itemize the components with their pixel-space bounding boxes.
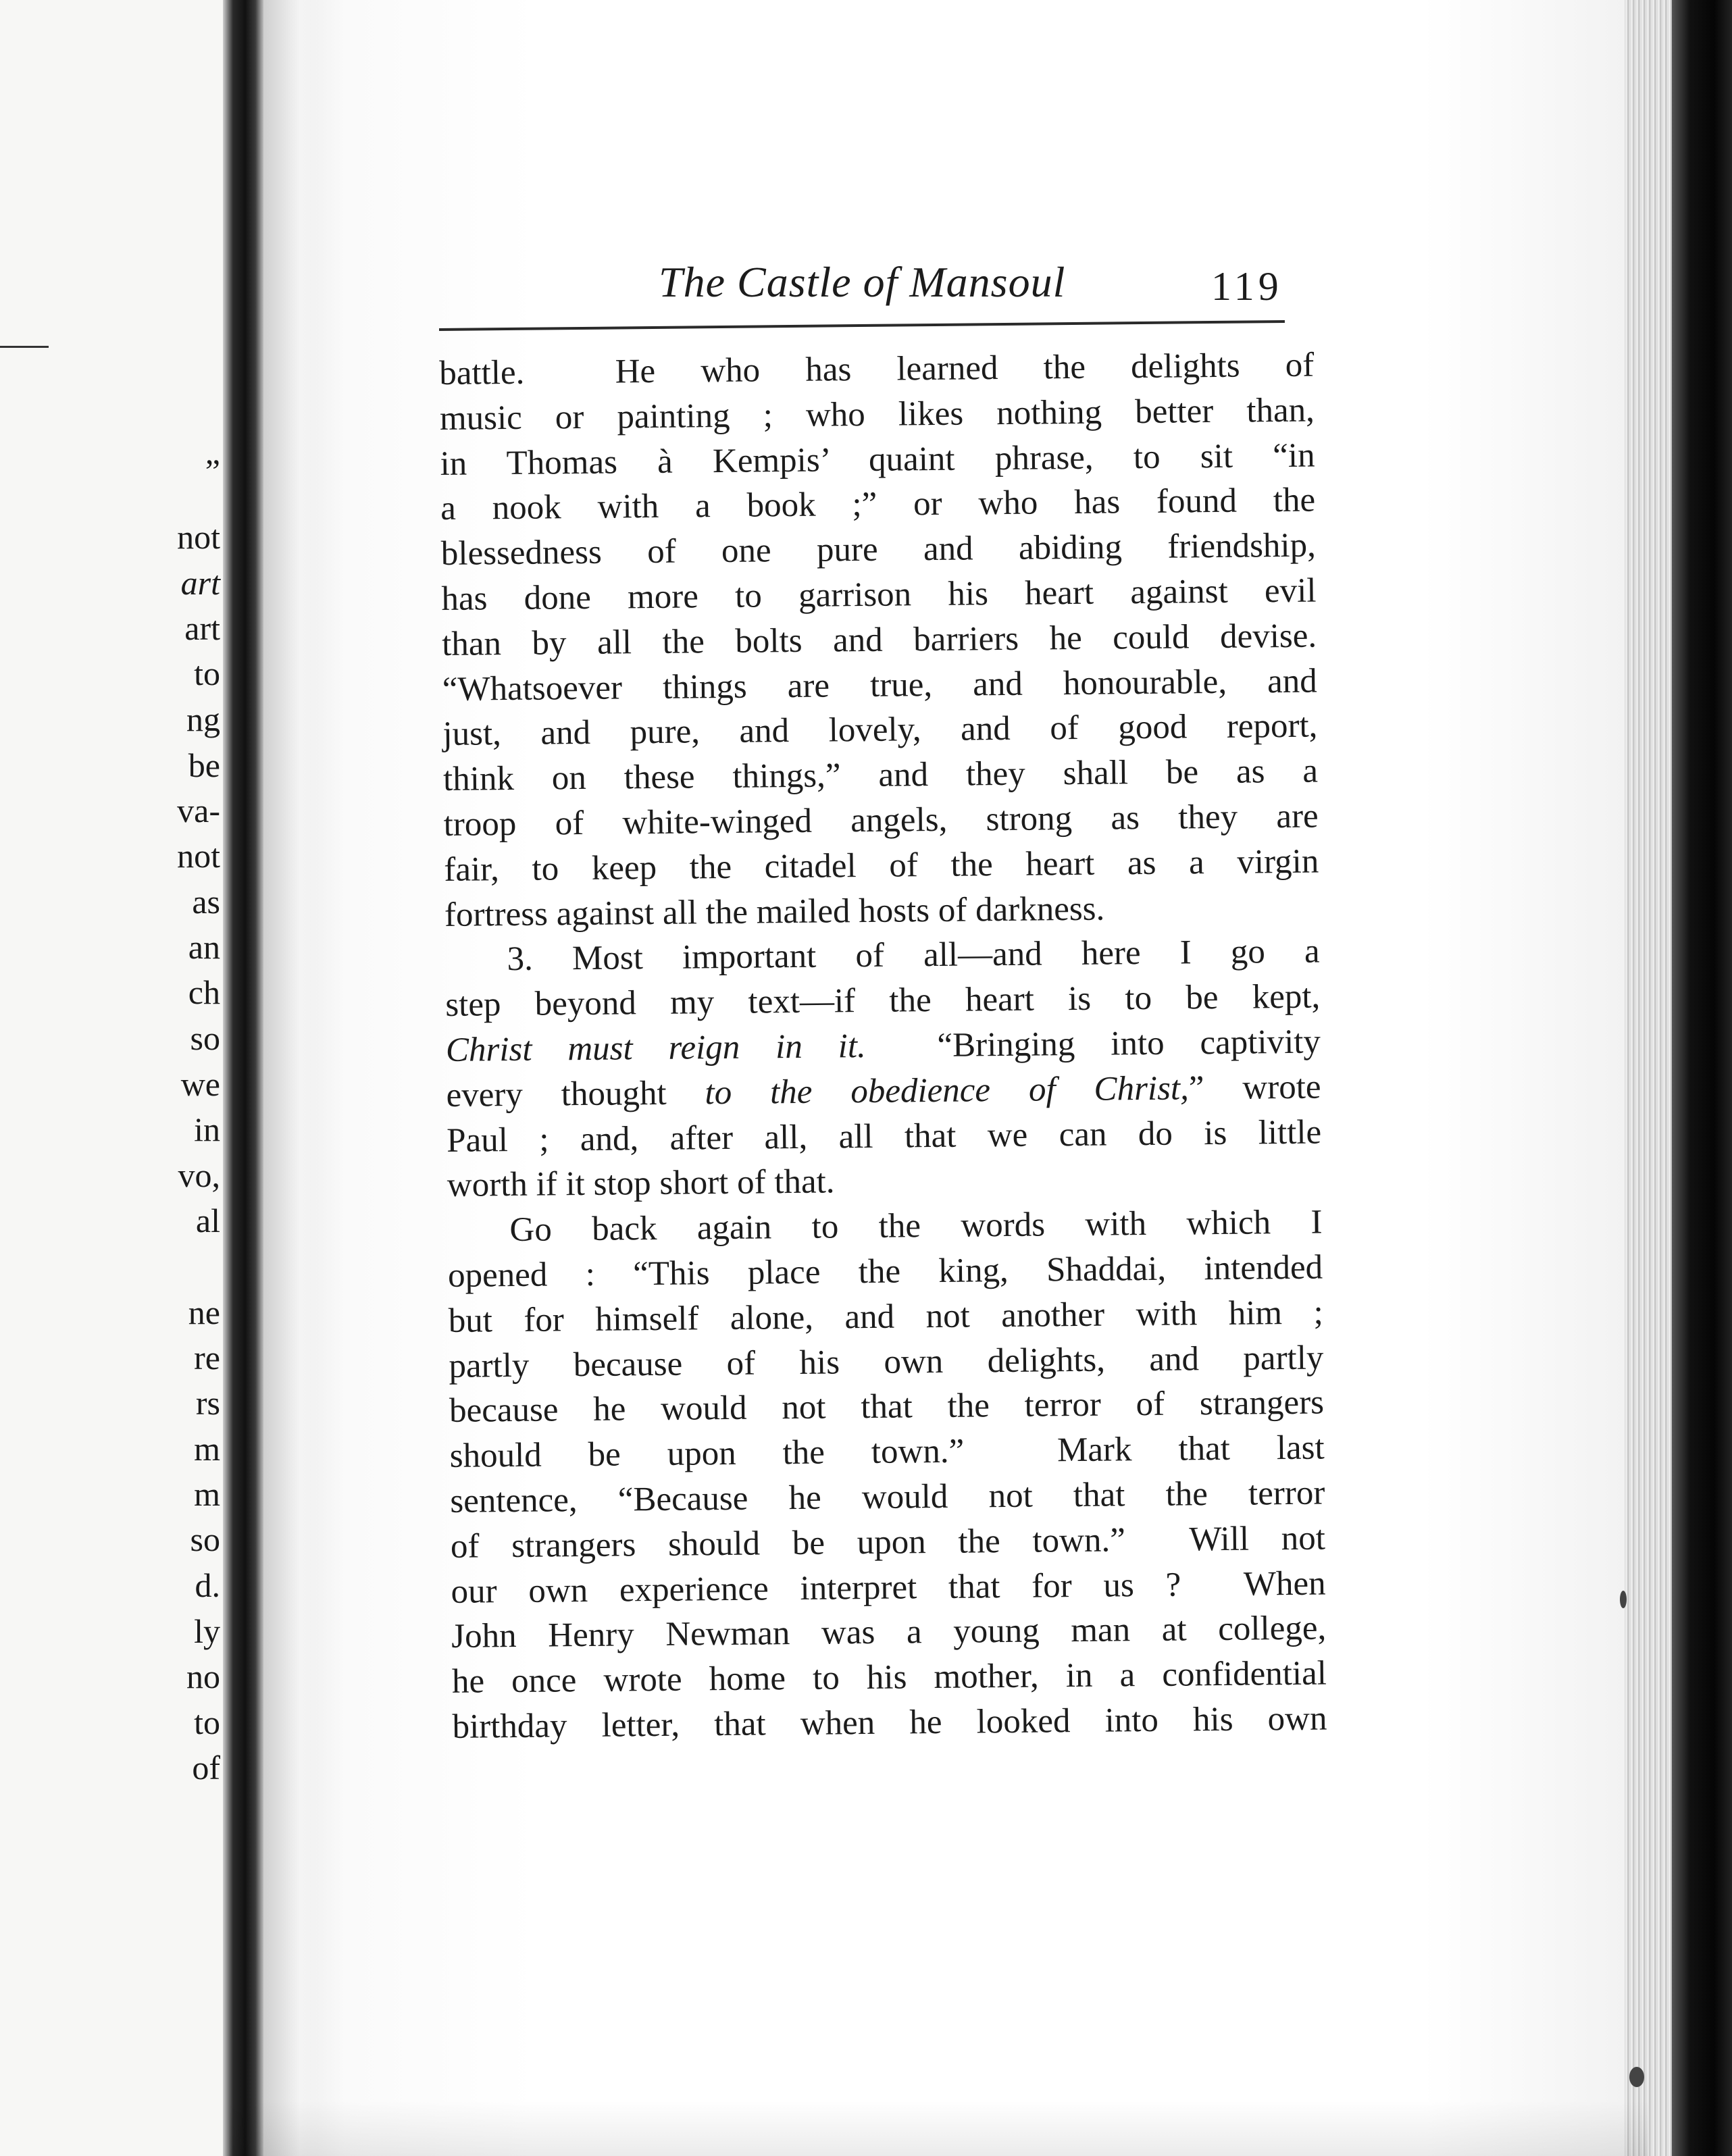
facing-page-line: rs: [195, 1384, 220, 1422]
text-line: [448, 1290, 1323, 1343]
text-line: [448, 1245, 1323, 1298]
text-segment: John Henry Newman was a young man at college,: [451, 1609, 1327, 1656]
facing-page-line: an: [188, 928, 220, 966]
facing-page-line: ly: [194, 1612, 220, 1650]
text-line: [449, 1335, 1324, 1389]
facing-page-line: art: [180, 564, 220, 602]
text-segment: Go back again to the words with which I: [509, 1203, 1323, 1250]
text-segment: partly because of his own delights, and partly: [449, 1339, 1324, 1385]
text-line: [451, 1606, 1327, 1660]
text-line: [452, 1651, 1327, 1705]
text-segment: fortress against all the mailed hosts of darkness.: [444, 890, 1105, 934]
italic-text: to the obedience of Christ,: [705, 1069, 1190, 1112]
facing-page-line: art: [184, 609, 220, 647]
text-segment: birthday letter, that when he looked into his own: [452, 1699, 1327, 1746]
text-line: [447, 1200, 1323, 1254]
text-line: [445, 975, 1321, 1028]
facing-page-line: d.: [195, 1566, 220, 1604]
text-segment: but for himself alone, and not another with him ;: [448, 1293, 1323, 1340]
text-line: [443, 794, 1319, 848]
facing-page-rule: [0, 346, 49, 348]
facing-page-line: m: [194, 1430, 220, 1468]
text-line: [447, 1110, 1322, 1163]
page-number: 119: [1211, 264, 1283, 309]
text-line: [442, 704, 1318, 757]
page-speck: [1620, 1591, 1627, 1608]
text-segment: think on these things,” and they shall be as a: [442, 752, 1319, 799]
text-segment: of strangers should be upon the town.” Will not: [450, 1519, 1326, 1566]
text-segment: he once wrote home to his mother, in a confidential: [451, 1654, 1327, 1701]
text-line: [451, 1561, 1326, 1614]
facing-page-line: we: [180, 1065, 220, 1103]
text-segment: 3. Most important of all—and here I go a: [507, 932, 1320, 979]
text-segment: should be upon the town.” Mark that last: [449, 1429, 1325, 1476]
text-segment: fair, to keep the citadel of the heart as a virgin: [444, 842, 1319, 889]
text-segment: blessedness of one pure and abiding friendship,: [440, 526, 1317, 573]
text-segment: worth if it stop short of that.: [447, 1162, 835, 1205]
text-segment: music or painting ; who likes nothing better than,: [439, 391, 1315, 438]
text-line: [452, 1696, 1327, 1749]
facing-page-line: in: [194, 1110, 220, 1148]
text-segment: sentence, “Because he would not that the terror: [450, 1474, 1325, 1520]
text-segment: than by all the bolts and barriers he could devise.: [441, 617, 1317, 663]
facing-page-line: be: [188, 746, 220, 784]
text-segment: in Thomas à Kempis’ quaint phrase, to sit “in: [440, 436, 1315, 483]
text-segment: “Whatsoever things are true, and honourable, and: [442, 662, 1318, 709]
facing-page-line: ng: [186, 700, 220, 738]
facing-page-line: to: [194, 654, 220, 692]
text-segment: opened : “This place the king, Shaddai, intended: [447, 1248, 1323, 1295]
text-line: [444, 839, 1319, 892]
text-line: [440, 388, 1315, 441]
text-line: [444, 884, 1320, 938]
book-cover-edge: [1672, 0, 1732, 2156]
text-segment: Paul ; and, after all, all that we can do is little: [446, 1113, 1322, 1160]
facing-page-line: not: [177, 837, 220, 875]
text-segment: troop of white-winged angels, strong as they are: [443, 797, 1319, 844]
facing-page-line: ch: [188, 973, 220, 1011]
text-line: [441, 569, 1317, 622]
gutter-shadow: [263, 0, 324, 2156]
text-segment: ” wrote: [1188, 1068, 1321, 1108]
text-line: [440, 478, 1316, 532]
page-block-edges: [1625, 0, 1672, 2156]
text-line: [442, 613, 1317, 667]
text-segment: every thought: [446, 1074, 705, 1114]
facing-page-line: ”: [205, 452, 220, 490]
facing-page-line: to: [194, 1703, 220, 1741]
facing-page-line: ne: [188, 1293, 220, 1331]
book-gutter: [223, 0, 263, 2156]
text-line: [439, 343, 1315, 396]
text-line: [442, 659, 1317, 712]
text-segment: has done more to garrison his heart against evil: [441, 571, 1317, 618]
text-line: [446, 1019, 1321, 1073]
text-line: [450, 1470, 1325, 1524]
text-segment: our own experience interpret that for us ? When: [451, 1564, 1326, 1611]
running-title: The Castle of Mansoul: [659, 258, 1066, 306]
facing-page-line: vo,: [178, 1156, 220, 1194]
body-text: [439, 343, 1327, 1750]
facing-page-fragment: [0, 0, 230, 2156]
text-segment: step beyond my text—if the heart is to be kept,: [445, 977, 1321, 1025]
text-line: [449, 1426, 1325, 1479]
facing-page-line: va-: [177, 792, 220, 829]
text-line: [443, 749, 1319, 802]
facing-page-line: so: [190, 1520, 220, 1558]
text-line: [449, 1381, 1325, 1434]
text-segment: “Bringing into captivity: [865, 1023, 1321, 1065]
text-segment: battle. He who has learned the delights of: [439, 346, 1315, 392]
page-speck: [1629, 2067, 1644, 2087]
text-line: [446, 1064, 1321, 1118]
facing-page-line: m: [194, 1475, 220, 1513]
bottom-shadow: [230, 2101, 1648, 2156]
italic-text: Christ must reign in it.: [445, 1027, 867, 1069]
text-segment: just, and pure, and lovely, and of good report,: [442, 707, 1318, 754]
text-line: [444, 929, 1320, 983]
text-line: [441, 523, 1317, 577]
facing-page-line: re: [194, 1339, 220, 1377]
text-line: [440, 433, 1315, 486]
facing-page-line: not: [177, 518, 220, 556]
text-segment: because he would not that the terror of strangers: [449, 1383, 1325, 1431]
facing-page-line: no: [186, 1658, 220, 1695]
text-line: [451, 1516, 1326, 1569]
text-line: [447, 1155, 1323, 1208]
facing-page-line: so: [190, 1019, 220, 1057]
facing-page-line: of: [192, 1749, 220, 1787]
text-segment: a nook with a book ;” or who has found the: [440, 481, 1316, 528]
facing-page-line: al: [195, 1202, 220, 1239]
facing-page-line: as: [192, 883, 220, 921]
